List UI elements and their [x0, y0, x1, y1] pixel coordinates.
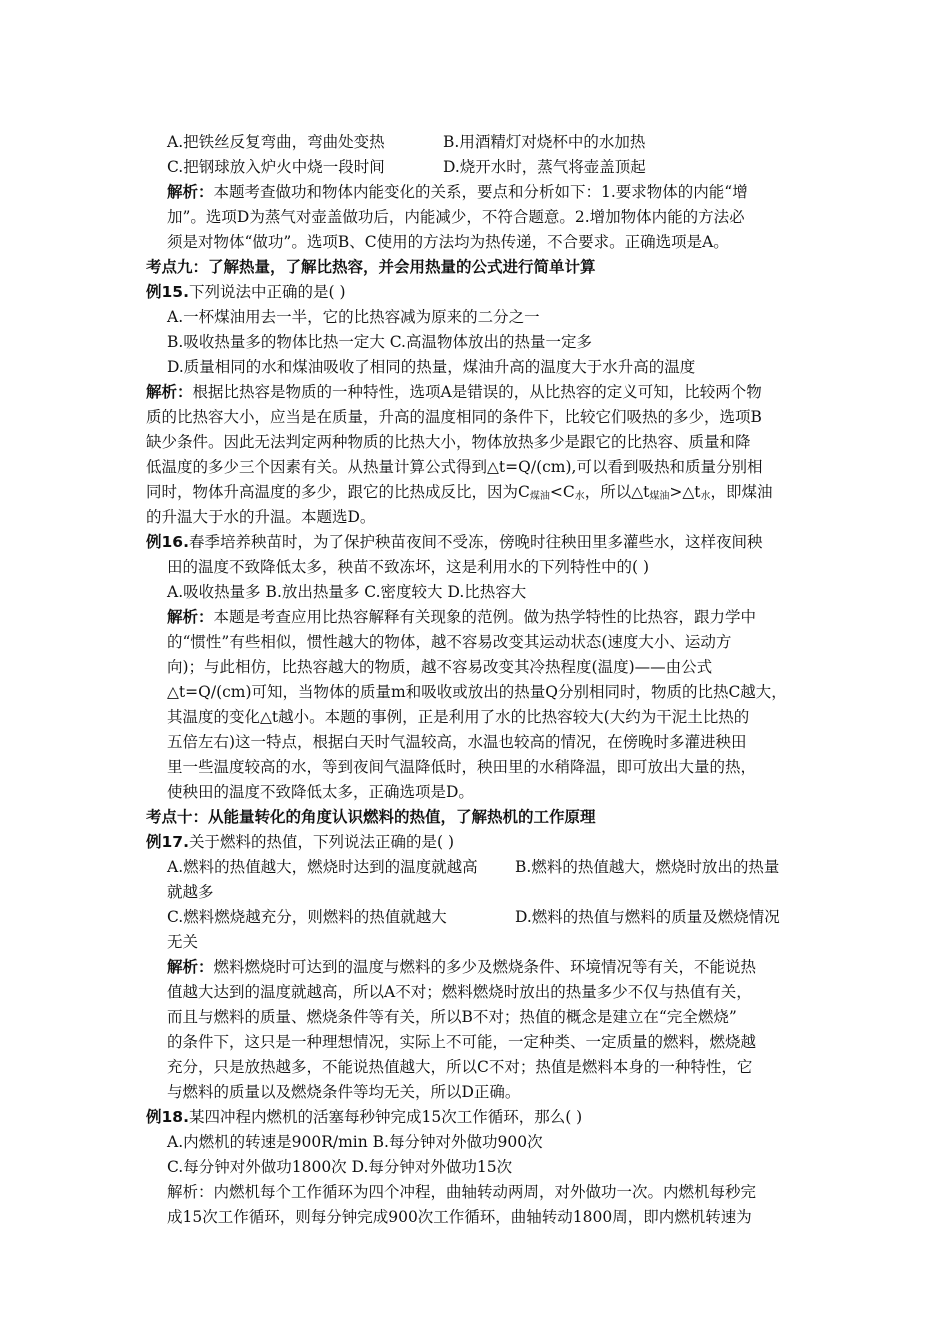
q17-option-d-cont: 无关: [167, 933, 199, 951]
q18-stem: [146, 1105, 582, 1129]
question-text: 春季培养秧苗时，为了保护秧苗夜间不受冻，傍晚时往秧田里多灌些水，这样夜间秧: [188, 533, 763, 551]
q15-analysis-line: [146, 480, 773, 504]
subscript-water: 水: [574, 491, 585, 502]
q17-analysis-line: 而且与燃料的质量、燃烧条件等有关，所以B不对；热值的概念是建立在“完全燃烧”: [167, 1008, 737, 1026]
q16-stem: [146, 530, 762, 554]
q18-analysis-line: 解析：内燃机每个工作循环为四个冲程，曲轴转动两周，对外做功一次。内燃机每秒完: [167, 1183, 757, 1201]
q17-option-a: A.燃料的热值越大，燃烧时达到的温度就越高: [167, 858, 478, 876]
q16-analysis-line: 向)；与此相仿，比热容越大的物质，越不容易改变其冷热程度(温度)——由公式: [167, 658, 713, 676]
question-text: 下列说法中正确的是( ): [188, 283, 346, 301]
q15-analysis-line: 缺少条件。因此无法判定两种物质的比热大小，物体放热多少是跟它的比热容、质量和降: [146, 433, 751, 451]
q15-option-a: A.一杯煤油用去一半，它的比热容减为原来的二分之一: [167, 308, 540, 326]
q16-stem-cont: 田的温度不致降低太多，秧苗不致冻坏，这是利用水的下列特性中的( ): [167, 558, 650, 576]
q16-analysis-line: 里一些温度较高的水，等到夜间气温降低时，秧田里的水稍降温，即可放出大量的热，: [167, 758, 757, 776]
q16-analysis-line: 的“惯性”有些相似，惯性越大的物体，越不容易改变其运动状态(速度大小、运动方: [167, 633, 732, 651]
q14-option-a: A.把铁丝反复弯曲，弯曲处变热: [167, 133, 385, 151]
q15-analysis-line: 低温度的多少三个因素有关。从热量计算公式得到△t=Q/(cm),可以看到吸热和质量分别相: [146, 458, 763, 476]
q16-analysis-line: [167, 605, 756, 629]
question-text: 关于燃料的热值，下列说法正确的是( ): [188, 833, 454, 851]
question-label: 例15.: [146, 283, 189, 301]
q17-analysis-line: 充分，只是放热越多，不能说热值越大，所以C不对；热值是燃料本身的一种特性，它: [167, 1058, 753, 1076]
q17-analysis-line: 的条件下，这只是一种理想情况，实际上不可能，一定种类、一定质量的燃料，燃烧越: [167, 1033, 757, 1051]
q17-analysis-line: 与燃料的质量以及燃烧条件等均无关，所以D正确。: [167, 1083, 521, 1101]
q15-stem: [146, 280, 346, 304]
analysis-text: 本题是考查应用比热容解释有关现象的范例。做为热学特性的比热容，跟力学中: [213, 608, 757, 626]
analysis-text: 燃料燃烧时可达到的温度与燃料的多少及燃烧条件、环境情况等有关，不能说热: [213, 958, 757, 976]
analysis-text: ，即煤油: [710, 483, 773, 501]
analysis-text: 本题考查做功和物体内能变化的关系，要点和分析如下：1.要求物体的内能“增: [213, 183, 748, 201]
subscript-kerosene: 煤油: [649, 491, 670, 502]
q16-analysis-line: 五倍左右)这一特点，根据白天时气温较高，水温也较高的情况，在傍晚时多灌进秧田: [167, 733, 747, 751]
q15-analysis-line: 质的比热容大小，应当是在质量，升高的温度相同的条件下，比较它们吸热的多少，选项B: [146, 408, 762, 426]
question-label: 例17.: [146, 833, 189, 851]
q17-option-b-cont: 就越多: [167, 883, 214, 901]
q14-analysis-line: [167, 180, 748, 204]
section-heading-kp10: 考点十：从能量转化的角度认识燃料的热值，了解热机的工作原理: [146, 808, 596, 826]
analysis-label: 解析：: [146, 383, 193, 401]
analysis-text: 根据比热容是物质的一种特性，选项A是错误的，从比热容的定义可知，比较两个物: [192, 383, 762, 401]
q15-analysis-line: 的升温大于水的升温。本题选D。: [146, 508, 376, 526]
subscript-kerosene: 煤油: [529, 491, 550, 502]
analysis-text: <C: [549, 483, 575, 501]
q17-option-b: B.燃料的热值越大，燃烧时放出的热量: [515, 858, 780, 876]
q17-option-c: C.燃料燃烧越充分，则燃料的热值就越大: [167, 908, 447, 926]
question-label: 例18.: [146, 1108, 189, 1126]
q18-option-cd: C.每分钟对外做功1800次 D.每分钟对外做功15次: [167, 1158, 513, 1176]
q16-analysis-line: 其温度的变化△t越小。本题的事例，正是利用了水的比热容较大(大约为干泥土比热的: [167, 708, 750, 726]
subscript-water: 水: [700, 491, 711, 502]
question-label: 例16.: [146, 533, 189, 551]
question-text: 某四冲程内燃机的活塞每秒钟完成15次工作循环，那么( ): [188, 1108, 583, 1126]
q17-analysis-line: [167, 955, 756, 979]
q18-option-ab: A.内燃机的转速是900R/min B.每分钟对外做功900次: [167, 1133, 543, 1151]
q16-options: A.吸收热量多 B.放出热量多 C.密度较大 D.比热容大: [167, 583, 527, 601]
analysis-label: 解析：: [167, 608, 214, 626]
analysis-label: 解析：: [167, 183, 214, 201]
q14-option-b: B.用酒精灯对烧杯中的水加热: [443, 133, 646, 151]
q18-analysis-line: 成15次工作循环，则每分钟完成900次工作循环，曲轴转动1800周，即内燃机转速为: [167, 1208, 752, 1226]
q14-analysis-line: 须是对物体“做功”。选项B、C使用的方法均为热传递，不合要求。正确选项是A。: [167, 233, 729, 251]
q16-analysis-line: △t=Q/(cm)可知，当物体的质量m和吸收或放出的热量Q分别相同时，物质的比热C越大，: [167, 683, 787, 701]
q17-option-d: D.燃料的热值与燃料的质量及燃烧情况: [515, 908, 780, 926]
q14-option-c: C.把钢球放入炉火中烧一段时间: [167, 158, 385, 176]
analysis-text: ，所以△t: [584, 483, 650, 501]
q15-analysis-line: [146, 380, 762, 404]
section-heading-kp9: 考点九：了解热量，了解比热容，并会用热量的公式进行简单计算: [146, 258, 596, 276]
q14-analysis-line: 加”。选项D为蒸气对壶盖做功后，内能减少，不符合题意。2.增加物体内能的方法必: [167, 208, 745, 226]
q16-analysis-line: 使秧田的温度不致降低太多，正确选项是D。: [167, 783, 474, 801]
q14-option-d: D.烧开水时，蒸气将壶盖顶起: [443, 158, 646, 176]
q17-analysis-line: 值越大达到的温度就越高，所以A不对；燃料燃烧时放出的热量多少不仅与热值有关，: [167, 983, 752, 1001]
analysis-label: 解析：: [167, 958, 214, 976]
q17-stem: [146, 830, 454, 854]
q15-option-d: D.质量相同的水和煤油吸收了相同的热量，煤油升高的温度大于水升高的温度: [167, 358, 696, 376]
analysis-text: 同时，物体升高温度的多少，跟它的比热成反比，因为C: [146, 483, 530, 501]
analysis-text: >△t: [669, 483, 701, 501]
q15-option-bc: B.吸收热量多的物体比热一定大 C.高温物体放出的热量一定多: [167, 333, 592, 351]
